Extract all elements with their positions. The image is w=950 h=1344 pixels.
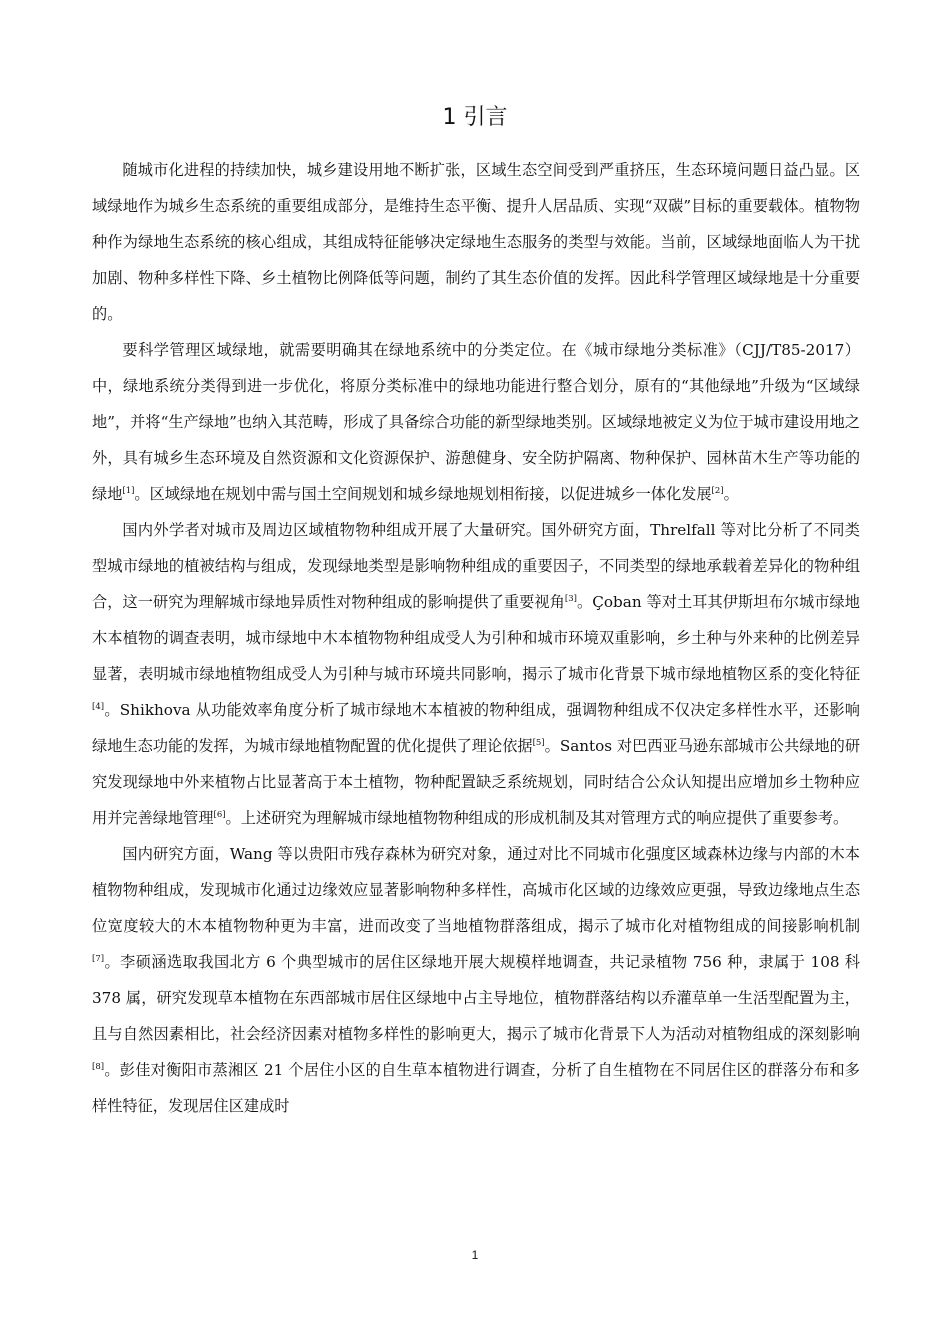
citation-ref: [2] <box>711 485 724 496</box>
citation-ref: [8] <box>92 1061 105 1072</box>
paragraph-text: 随城市化进程的持续加快，城乡建设用地不断扩张，区域生态空间受到严重挤压，生态环境问题日益凸显。区域绿地作为城乡生态系统的重要组成部分，是维持生态平衡、提升人居品质、实现“双碳”目标的重要载体。植物物种作为绿地生态系统的核心组成，其组成特征能够决定绿地生态服务的类型与效能。当前，区域绿地面临人为干扰加剧、物种多样性下降、乡土植物比例降低等问题，制约了其生态价值的发挥。因此科学管理区域绿地是十分重要的。 <box>92 161 860 323</box>
body-text <box>92 152 860 1124</box>
page-number: 1 <box>471 1248 479 1262</box>
citation-ref: [1] <box>122 485 135 496</box>
body-paragraph <box>92 836 860 1124</box>
paragraph-text: 国内研究方面，Wang 等以贵阳市残存森林为研究对象，通过对比不同城市化强度区域森林边缘与内部的木本植物物种组成，发现城市化通过边缘效应显著影响物种多样性，高城市化区域的边缘效应更强，导致边缘地点生态位宽度较大的木本植物物种更为丰富，进而改变了当地植物群落组成，揭示了城市化对植物组成的间接影响机制 <box>92 845 860 935</box>
citation-ref: [6] <box>213 809 226 820</box>
citation-ref: [4] <box>92 701 105 712</box>
body-paragraph <box>92 512 860 836</box>
citation-ref: [3] <box>564 593 577 604</box>
citation-ref: [5] <box>532 737 545 748</box>
paragraph-text: 。 <box>723 485 739 503</box>
body-paragraph <box>92 152 860 332</box>
body-paragraph <box>92 332 860 512</box>
paragraph-text: 。李硕涵选取我国北方 6 个典型城市的居住区绿地开展大规模样地调查，共记录植物 756 种，隶属于 108 科 378 属，研究发现草本植物在东西部城市居住区绿地中占主导地位，植物群落结构以乔灌草单一生活型配置为主，且与自然因素相比，社会经济因素对植物多样性的影响更大，揭示了城市化背景下人为活动对植物组成的深刻影响 <box>92 953 860 1043</box>
paragraph-text: 。Çoban 等对土耳其伊斯坦布尔城市绿地木本植物的调查表明，城市绿地中木本植物物种组成受人为引种和城市环境双重影响，乡土种与外来种的比例差异显著，表明城市绿地植物组成受人为引种与城市环境共同影响，揭示了城市化背景下城市绿地植物区系的变化特征 <box>92 593 860 683</box>
paragraph-text: 。彭佳对衡阳市蒸湘区 21 个居住小区的自生草本植物进行调查，分析了自生植物在不同居住区的群落分布和多样性特征，发现居住区建成时 <box>92 1061 860 1115</box>
paragraph-text: 。上述研究为理解城市绿地植物物种组成的形成机制及其对管理方式的响应提供了重要参考。 <box>225 809 849 827</box>
paragraph-text: 。Santos 对巴西亚马逊东部城市公共绿地的研究发现绿地中外来植物占比显著高于本土植物，物种配置缺乏系统规划，同时结合公众认知提出应增加乡土物种应用并完善绿地管理 <box>92 737 861 827</box>
paragraph-text: 国内外学者对城市及周边区域植物物种组成开展了大量研究。国外研究方面，Threlfall 等对比分析了不同类型城市绿地的植被结构与组成，发现绿地类型是影响物种组成的重要因子，不同类型的绿地承载着差异化的物种组合，这一研究为理解城市绿地异质性对物种组成的影响提供了重要视角 <box>92 521 860 611</box>
paragraph-text: 要科学管理区域绿地，就需要明确其在绿地系统中的分类定位。在《城市绿地分类标准》（CJJ/T85-2017）中，绿地系统分类得到进一步优化，将原分类标准中的绿地功能进行整合划分，原有的“其他绿地”升级为“区域绿地”，并将“生产绿地”也纳入其范畴，形成了具备综合功能的新型绿地类别。区域绿地被定义为位于城市建设用地之外，具有城乡生态环境及自然资源和文化资源保护、游憩健身、安全防护隔离、物种保护、园林苗木生产等功能的绿地 <box>92 341 860 503</box>
paragraph-text: 。区域绿地在规划中需与国土空间规划和城乡绿地规划相衔接，以促进城乡一体化发展 <box>134 485 712 503</box>
paragraph-text: 。Shikhova 从功能效率角度分析了城市绿地木本植被的物种组成，强调物种组成不仅决定多样性水平，还影响绿地生态功能的发挥，为城市绿地植物配置的优化提供了理论依据 <box>92 701 860 755</box>
section-heading: 1 引言 <box>442 105 508 130</box>
citation-ref: [7] <box>92 953 105 964</box>
